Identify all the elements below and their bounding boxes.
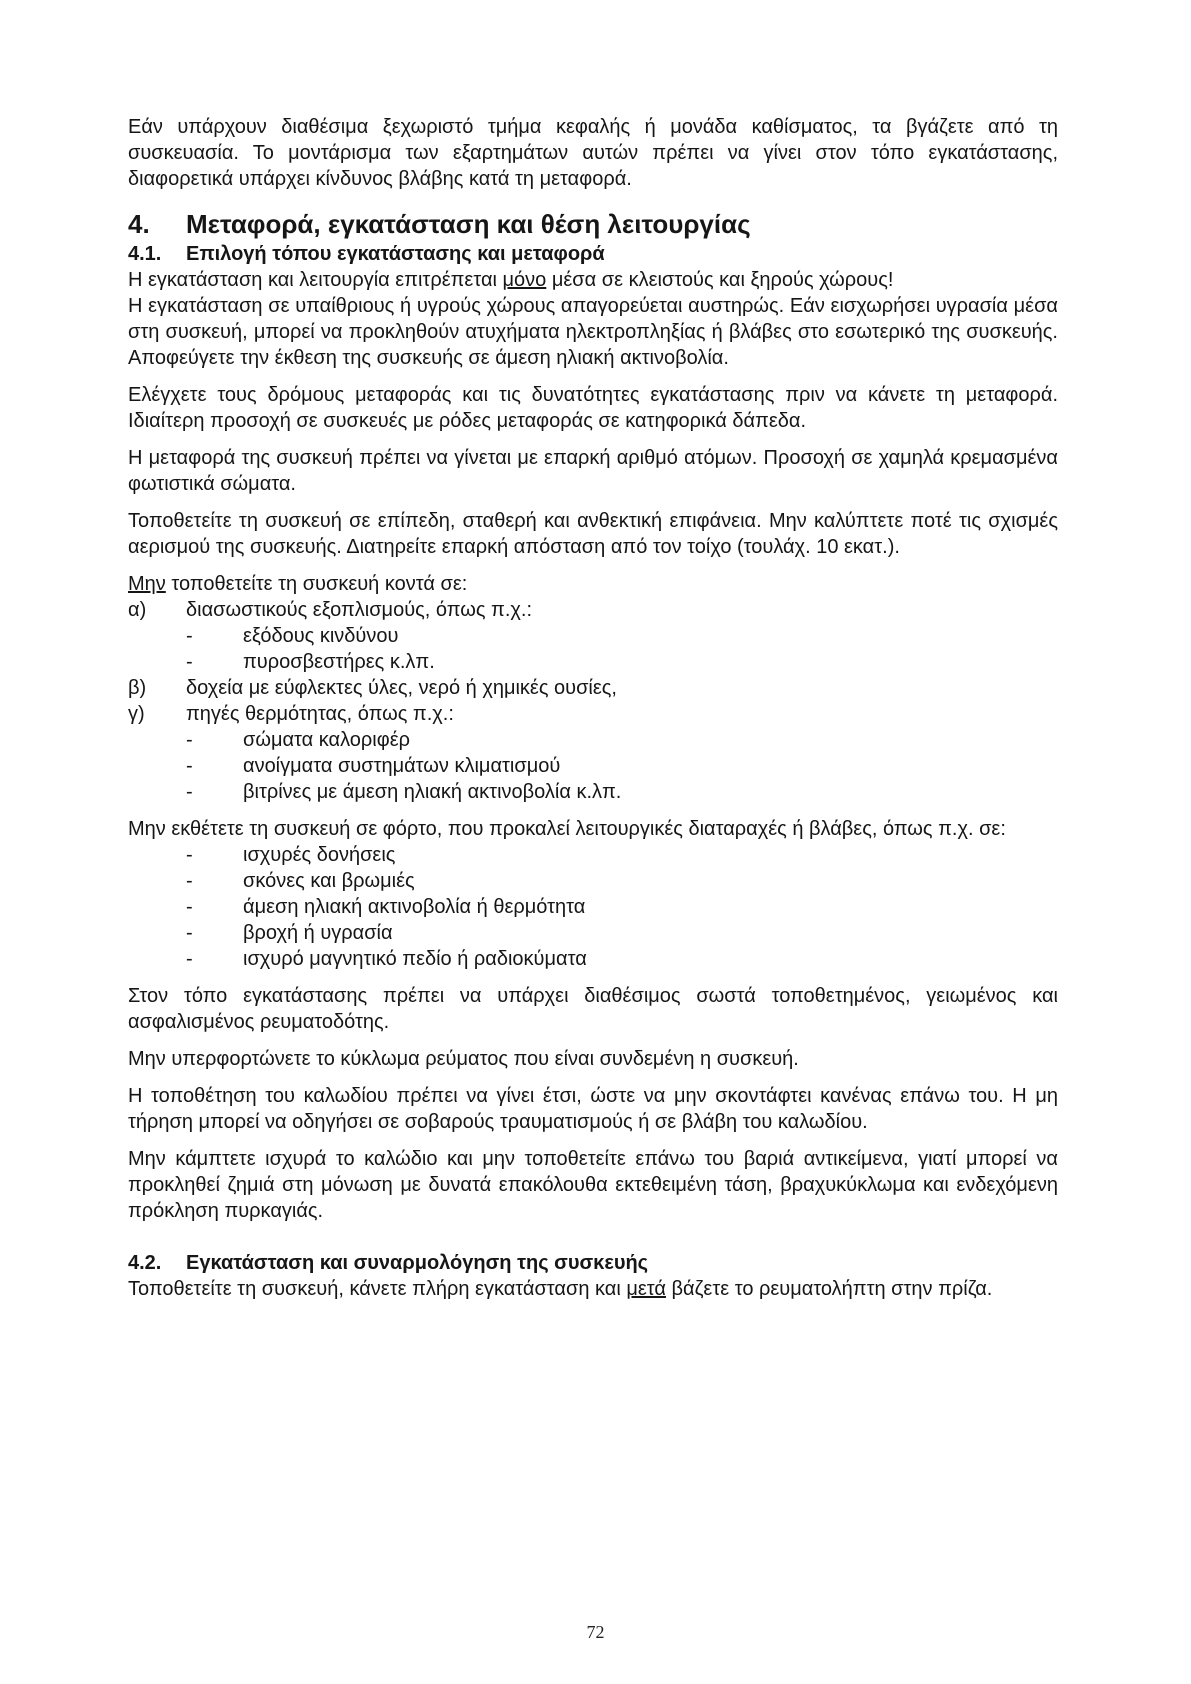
section-4-2-number: 4.2.	[128, 1252, 162, 1274]
list-subitem: - πυροσβεστήρες κ.λπ.	[186, 651, 435, 673]
list-subitem: - βιτρίνες με άμεση ηλιακή ακτινοβολία κ.λπ.	[186, 781, 622, 803]
section-4-title: Μεταφορά, εγκατάσταση και θέση λειτουργίας	[186, 209, 751, 239]
list-subitem: - εξόδους κινδύνου	[186, 625, 399, 647]
paragraph-indoor-only: Η εγκατάσταση και λειτουργία επιτρέπεται μόνο μέσα σε κλειστούς και ξηρούς χώρους!	[128, 269, 894, 291]
paragraph-outdoor-prohibited: Η εγκατάσταση σε υπαίθριους ή υγρούς χώρους απαγορεύεται αυστηρώς. Εάν εισχωρήσει υγρασία μέσα στη συσκευή, μπορεί να προκληθούν ατυχήματα ηλεκτροπληξίας ή βλάβες στο εσωτερικό της συσκευής. Αποφεύγετε την έκθεση της συσκευής σε άμεση ηλιακή ακτινοβολία.	[128, 295, 1058, 369]
paragraph-do-not-expose: Μην εκθέτετε τη συσκευή σε φόρτο, που προκαλεί λειτουργικές διαταραχές ή βλάβες, όπως π.χ. σε:	[128, 818, 1006, 840]
section-4-heading	[128, 208, 1058, 240]
section-4-number: 4.	[128, 209, 150, 239]
list-subitem: - ανοίγματα συστημάτων κλιματισμού	[186, 755, 561, 777]
page-number: 72	[586, 1622, 605, 1642]
paragraph-cable-placement: Η τοποθέτηση του καλωδίου πρέπει να γίνει έτσι, ώστε να μην σκοντάφτει κανένας επάνω του. Η μη τήρηση μπορεί να οδηγήσει σε σοβαρούς τραυματισμούς ή σε βλάβη του καλωδίου.	[128, 1085, 1058, 1133]
paragraph-cable-bending: Μην κάμπτετε ισχυρά το καλώδιο και μην τοποθετείτε επάνω του βαριά αντικείμενα, γιατί μπορεί να προκληθεί ζημιά στη μόνωση με δυνατά επακόλουθα εκτεθειμένη τάση, βραχυκύκλωμα και ενδεχόμενη πρόκληση πυρκαγιάς.	[128, 1148, 1058, 1222]
list-subitem: - ισχυρές δονήσεις	[186, 844, 396, 866]
document-page	[128, 114, 1058, 1302]
list-item-b: β) δοχεία με εύφλεκτες ύλες, νερό ή χημικές ουσίες,	[128, 677, 617, 699]
paragraph-transport-routes: Ελέγχετε τους δρόμους μεταφοράς και τις δυνατότητες εγκατάστασης πριν να κάνετε τη μεταφορά. Ιδιαίτερη προσοχή σε συσκευές με ρόδες μεταφοράς σε κατηφορικά δάπεδα.	[128, 384, 1058, 432]
list-subitem: - σώματα καλοριφέρ	[186, 729, 411, 751]
intro-paragraph: Εάν υπάρχουν διαθέσιμα ξεχωριστό τμήμα κεφαλής ή μονάδα καθίσματος, τα βγάζετε από τη συσκευασία. Το μοντάρισμα των εξαρτημάτων αυτών πρέπει να γίνει στον τόπο εγκατάστασης, διαφορετικά υπάρχει κίνδυνος βλάβης κατά τη μεταφορά.	[128, 116, 1058, 190]
paragraph-installation: Τοποθετείτε τη συσκευή, κάνετε πλήρη εγκατάσταση και μετά βάζετε το ρευματολήπτη στην πρίζα.	[128, 1278, 993, 1300]
section-4-2-heading	[128, 1250, 1058, 1276]
paragraph-transport-persons: Η μεταφορά της συσκευή πρέπει να γίνεται με επαρκή αριθμό ατόμων. Προσοχή σε χαμηλά κρεμασμένα φωτιστικά σώματα.	[128, 447, 1058, 495]
list-subitem: - ισχυρό μαγνητικό πεδίο ή ραδιοκύματα	[186, 948, 587, 970]
list-item-c: γ) πηγές θερμότητας, όπως π.χ.:	[128, 703, 454, 725]
emphasis-do-not: Μην	[128, 573, 166, 595]
section-4-1-number: 4.1.	[128, 243, 162, 265]
paragraph-placement-surface: Τοποθετείτε τη συσκευή σε επίπεδη, σταθερή και ανθεκτική επιφάνεια. Μην καλύπτετε ποτέ τις σχισμές αερισμού της συσκευής. Διατηρείτε επαρκή απόσταση από τον τοίχο (τουλάχ. 10 εκατ.).	[128, 510, 1058, 558]
section-4-1-heading	[128, 241, 1058, 267]
paragraph-circuit-overload: Μην υπερφορτώνετε το κύκλωμα ρεύματος που είναι συνδεμένη η συσκευή.	[128, 1048, 799, 1070]
list-subitem: - βροχή ή υγρασία	[186, 922, 393, 944]
list-subitem: - σκόνες και βρωμιές	[186, 870, 415, 892]
list-item-a: α) διασωστικούς εξοπλισμούς, όπως π.χ.:	[128, 599, 533, 621]
list-subitem: - άμεση ηλιακή ακτινοβολία ή θερμότητα	[186, 896, 586, 918]
section-4-1-title: Επιλογή τόπου εγκατάστασης και μεταφορά	[186, 243, 605, 265]
emphasis-only: μόνο	[502, 269, 547, 291]
paragraph-socket: Στον τόπο εγκατάστασης πρέπει να υπάρχει διαθέσιμος σωστά τοποθετημένος, γειωμένος και ασφαλισμένος ρευματοδότης.	[128, 985, 1058, 1033]
paragraph-do-not-place-near: Μην τοποθετείτε τη συσκευή κοντά σε:	[128, 573, 468, 595]
section-4-2-title: Εγκατάσταση και συναρμολόγηση της συσκευής	[186, 1252, 649, 1274]
emphasis-after: μετά	[626, 1278, 666, 1300]
